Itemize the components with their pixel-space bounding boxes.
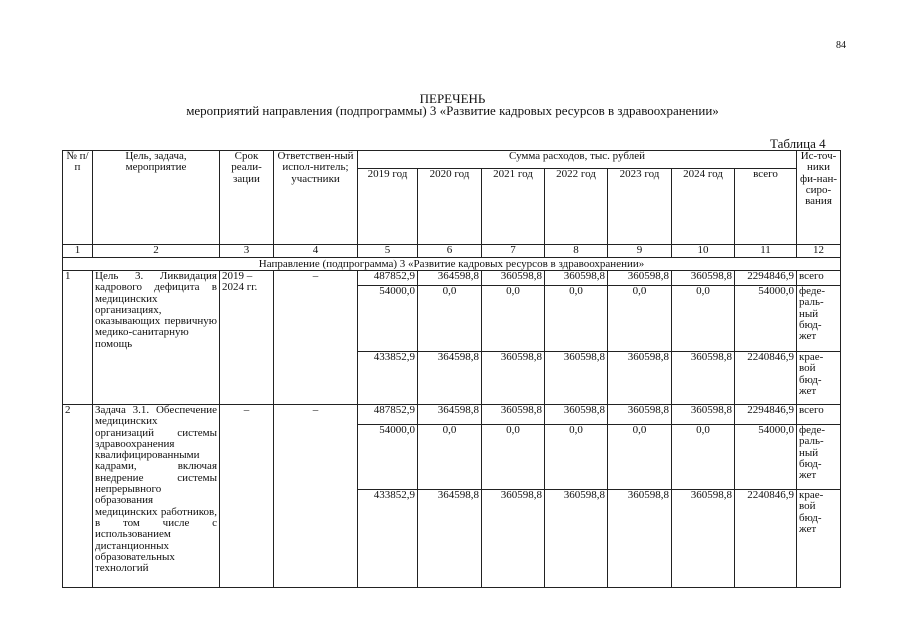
header-total: всего bbox=[735, 169, 797, 245]
row-number: 1 bbox=[63, 271, 93, 405]
header-2023: 2023 год bbox=[608, 169, 672, 245]
cell-value: 0,0 bbox=[418, 286, 482, 352]
cell-source: крае-вой бюд-жет bbox=[797, 490, 841, 588]
cell-value: 364598,8 bbox=[418, 352, 482, 405]
cell-value: 364598,8 bbox=[418, 405, 482, 425]
cell-value: 0,0 bbox=[482, 425, 545, 490]
row-term: 2019 – 2024 гг. bbox=[220, 271, 274, 405]
cell-value: 360598,8 bbox=[482, 271, 545, 286]
cell-source: всего bbox=[797, 271, 841, 286]
cell-value: 54000,0 bbox=[358, 286, 418, 352]
cell-value: 360598,8 bbox=[608, 405, 672, 425]
row-responsible: – bbox=[274, 405, 358, 588]
cell-value: 487852,9 bbox=[358, 405, 418, 425]
header-2019: 2019 год bbox=[358, 169, 418, 245]
header-2020: 2020 год bbox=[418, 169, 482, 245]
column-number: 9 bbox=[608, 245, 672, 258]
measures-table bbox=[62, 150, 841, 588]
row-number: 2 bbox=[63, 405, 93, 588]
page-number: 84 bbox=[836, 40, 846, 51]
cell-value: 360598,8 bbox=[482, 405, 545, 425]
cell-value: 360598,8 bbox=[545, 405, 608, 425]
cell-value: 360598,8 bbox=[672, 271, 735, 286]
column-number: 12 bbox=[797, 245, 841, 258]
cell-total: 2240846,9 bbox=[735, 490, 797, 588]
cell-source: феде-раль-ный бюд-жет bbox=[797, 425, 841, 490]
header-source: Ис-точ-ники фи-нан-сиро-вания bbox=[797, 151, 841, 245]
column-number: 8 bbox=[545, 245, 608, 258]
header-responsible: Ответствен-ный испол-нитель; участники bbox=[274, 151, 358, 245]
header-2022: 2022 год bbox=[545, 169, 608, 245]
cell-total: 54000,0 bbox=[735, 286, 797, 352]
cell-value: 360598,8 bbox=[608, 271, 672, 286]
cell-value: 0,0 bbox=[545, 425, 608, 490]
column-number: 6 bbox=[418, 245, 482, 258]
cell-value: 0,0 bbox=[608, 425, 672, 490]
column-number: 3 bbox=[220, 245, 274, 258]
header-num: № п/п bbox=[63, 151, 93, 245]
column-number: 10 bbox=[672, 245, 735, 258]
column-number: 2 bbox=[93, 245, 220, 258]
cell-value: 360598,8 bbox=[608, 352, 672, 405]
cell-value: 360598,8 bbox=[482, 490, 545, 588]
cell-value: 433852,9 bbox=[358, 352, 418, 405]
header-2021: 2021 год bbox=[482, 169, 545, 245]
cell-total: 2294846,9 bbox=[735, 271, 797, 286]
cell-value: 360598,8 bbox=[672, 405, 735, 425]
cell-value: 364598,8 bbox=[418, 490, 482, 588]
cell-value: 487852,9 bbox=[358, 271, 418, 286]
cell-value: 0,0 bbox=[672, 286, 735, 352]
document-subtitle: мероприятий направления (подпрограммы) 3 «Развитие кадровых ресурсов в здравоохранении» bbox=[186, 103, 719, 118]
cell-value: 0,0 bbox=[672, 425, 735, 490]
row-name: Задача 3.1. Обеспечение медицинских организаций системы здравоохранения квалифицированными кадрами, включая внедрение системы непрерывного образования медицинских работников, в том числе с использованием дистанционных образовательных технологий bbox=[93, 405, 220, 588]
cell-value: 0,0 bbox=[418, 425, 482, 490]
cell-total: 2294846,9 bbox=[735, 405, 797, 425]
header-term: Срок реали-зации bbox=[220, 151, 274, 245]
row-term: – bbox=[220, 405, 274, 588]
cell-source: крае-вой бюд-жет bbox=[797, 352, 841, 405]
table-label: Таблица 4 bbox=[770, 136, 826, 151]
cell-value: 0,0 bbox=[608, 286, 672, 352]
row-responsible: – bbox=[274, 271, 358, 405]
section-title: Направление (подпрограмма) 3 «Развитие кадровых ресурсов в здравоохранении» bbox=[63, 258, 841, 271]
cell-value: 360598,8 bbox=[672, 490, 735, 588]
cell-source: феде-раль-ный бюд-жет bbox=[797, 286, 841, 352]
cell-value: 0,0 bbox=[545, 286, 608, 352]
cell-value: 54000,0 bbox=[358, 425, 418, 490]
cell-value: 364598,8 bbox=[418, 271, 482, 286]
column-number: 5 bbox=[358, 245, 418, 258]
cell-total: 54000,0 bbox=[735, 425, 797, 490]
document-title: ПЕРЕЧЕНЬ bbox=[419, 91, 486, 106]
header-2024: 2024 год bbox=[672, 169, 735, 245]
cell-value: 360598,8 bbox=[608, 490, 672, 588]
cell-value: 360598,8 bbox=[482, 352, 545, 405]
cell-source: всего bbox=[797, 405, 841, 425]
cell-value: 433852,9 bbox=[358, 490, 418, 588]
row-name: Цель 3. Ликвидация кадрового дефицита в медицинских организациях, оказывающих первичную медико-санитарную помощь bbox=[93, 271, 220, 405]
cell-value: 360598,8 bbox=[545, 490, 608, 588]
column-number: 11 bbox=[735, 245, 797, 258]
cell-value: 360598,8 bbox=[672, 352, 735, 405]
column-number: 4 bbox=[274, 245, 358, 258]
column-number: 1 bbox=[63, 245, 93, 258]
header-goal: Цель, задача, мероприятие bbox=[93, 151, 220, 245]
cell-value: 0,0 bbox=[482, 286, 545, 352]
cell-value: 360598,8 bbox=[545, 271, 608, 286]
cell-total: 2240846,9 bbox=[735, 352, 797, 405]
header-sum: Сумма расходов, тыс. рублей bbox=[358, 151, 797, 169]
column-number: 7 bbox=[482, 245, 545, 258]
cell-value: 360598,8 bbox=[545, 352, 608, 405]
